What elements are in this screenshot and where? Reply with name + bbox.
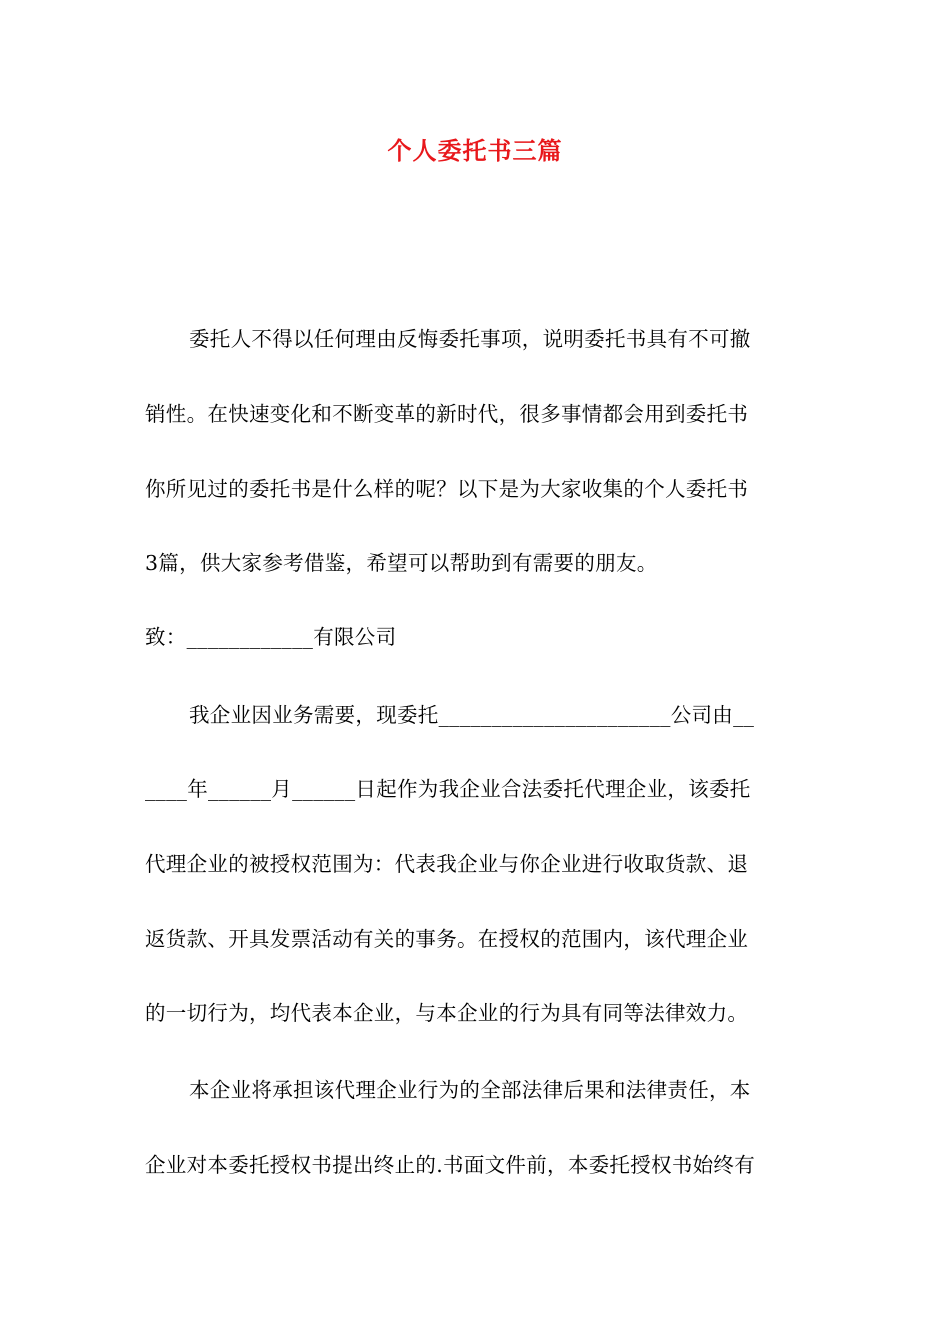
paragraph-line: 返货款、开具发票活动有关的事务。在授权的范围内，该代理企业	[145, 927, 749, 951]
paragraph-line: 我企业因业务需要，现委托______________________公司由__	[189, 703, 755, 727]
paragraph-line: 委托人不得以任何理由反悔委托事项，说明委托书具有不可撤	[189, 327, 751, 351]
paragraph-line: ____年______月______日起作为我企业合法委托代理企业，该委托	[145, 777, 751, 801]
salutation-line: 致：____________有限公司	[145, 625, 397, 649]
paragraph-line: 代理企业的被授权范围为：代表我企业与你企业进行收取货款、退	[145, 852, 749, 876]
paragraph-line: 销性。在快速变化和不断变革的新时代，很多事情都会用到委托书	[145, 402, 749, 426]
paragraph-line: 企业对本委托授权书提出终止的.书面文件前，本委托授权书始终有	[145, 1153, 756, 1177]
paragraph-line: 你所见过的委托书是什么样的呢？以下是为大家收集的个人委托书	[145, 477, 749, 501]
paragraph-line: 本企业将承担该代理企业行为的全部法律后果和法律责任，本	[189, 1078, 751, 1102]
document-title: 个人委托书三篇	[387, 136, 563, 165]
paragraph-line: 的一切行为，均代表本企业，与本企业的行为具有同等法律效力。	[145, 1001, 749, 1025]
paragraph-line: 3篇，供大家参考借鉴，希望可以帮助到有需要的朋友。	[145, 551, 658, 575]
